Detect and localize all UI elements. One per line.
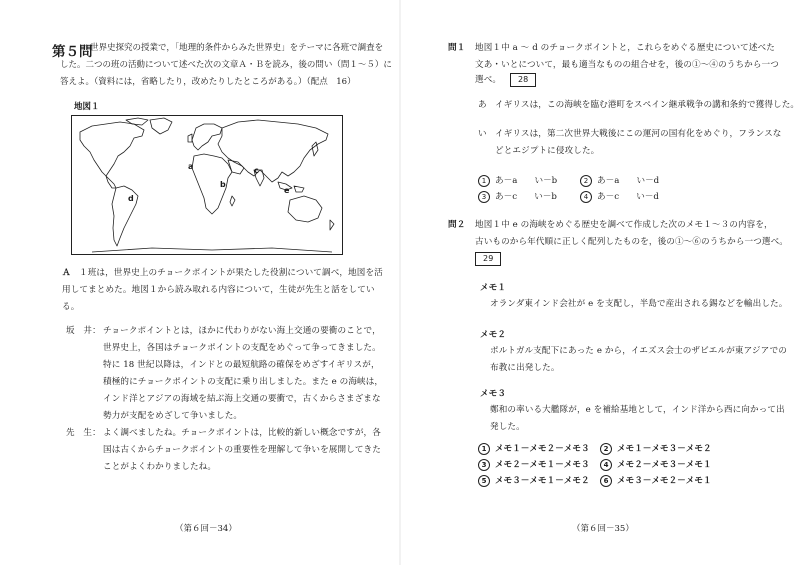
option-number: 2: [600, 443, 612, 455]
q2-option-2[interactable]: [600, 442, 712, 456]
speaker-teacher: 先 生：: [66, 428, 101, 438]
part-a-line: 用してまとめた。地図１から読み取れる内容について，生徒が先生と話をしてい: [62, 285, 375, 295]
question-2-label: 問２: [448, 220, 466, 230]
intro-line: 世界史探究の授業で，「地理的条件からみた世界史」をテーマに各班で調査を: [90, 43, 384, 53]
map-title: 地図１: [74, 102, 100, 112]
statement-i-label: い: [478, 129, 487, 139]
dialogue-line: 国は古くからチョークポイントの重要性を理解して争いを展開してきた: [103, 445, 381, 455]
q1-option-2[interactable]: [580, 174, 659, 188]
statement-a-label: あ: [478, 100, 487, 110]
page-number-left: （第６回－34）: [175, 524, 237, 534]
intro-line: した。二つの班の活動について述べた次の文章Ａ・Ｂを読み，後の問い（問１～５）に: [60, 60, 392, 70]
dialogue-line: 世界史上，各国はチョークポイントの支配をめぐって争ってきました。: [103, 343, 381, 353]
map-letter-d: d: [128, 194, 134, 203]
answer-box-29-wrap: [475, 251, 501, 268]
question-1-line: 選べ。: [475, 75, 502, 85]
world-map-drawing: [72, 116, 342, 254]
option-text: あ－a い－d: [597, 176, 660, 186]
option-text: あ－c い－b: [495, 192, 557, 202]
dialogue-line: 特に 18 世紀以降は，インドとの最短航路の確保をめざすイギリスが，: [103, 360, 380, 370]
option-text: メモ２－メモ１－メモ３: [495, 460, 590, 470]
memo-3-line: 鄭和の率いる大艦隊が，e を補給基地として，インド洋から西に向かって出: [490, 405, 785, 415]
question-2-line: 古いものから年代順に正しく配列したものを，後の①～⑥のうちから一つ選べ。: [475, 237, 788, 247]
option-text: あ－a い－b: [495, 176, 558, 186]
q2-option-4[interactable]: [600, 458, 712, 472]
q2-option-5[interactable]: [478, 474, 590, 488]
option-number: 3: [478, 191, 490, 203]
memo-2-line: ポルトガル支配下にあった e から，イエズス会士のザビエルが東アジアでの: [490, 346, 787, 356]
option-number: 2: [580, 175, 592, 187]
option-number: 1: [478, 443, 490, 455]
question-1-line: 文あ・いとについて，最も適当なものの組合せを，後の①～④のうちから一つ: [475, 60, 779, 70]
statement-i-line: イギリスは，第二次世界大戦後にこの運河の国有化をめぐり，フランスな: [495, 129, 782, 139]
option-number: 4: [580, 191, 592, 203]
option-text: メモ３－メモ２－メモ１: [617, 476, 712, 486]
world-map: [71, 115, 343, 255]
answer-box-29[interactable]: 29: [475, 252, 501, 266]
question-2-line: 地図１中 e の海峡をめぐる歴史を調べて作成した次のメモ１～３の内容を，: [475, 220, 773, 230]
question-1-line-3: [475, 72, 536, 89]
part-a-line: る。: [62, 302, 80, 312]
option-text: メモ１－メモ３－メモ２: [617, 444, 712, 454]
intro-line: 答えよ。（資料には，省略したり，改めたりしたところがある。）（配点 16）: [60, 77, 356, 87]
option-number: 6: [600, 475, 612, 487]
statement-a-text: イギリスは，この海峡を臨む港町をスペイン継承戦争の講和条約で獲得した。: [495, 100, 800, 110]
option-text: あ－c い－d: [597, 192, 659, 202]
right-page: [400, 0, 800, 565]
q2-option-6[interactable]: [600, 474, 712, 488]
q1-option-3[interactable]: [478, 190, 557, 204]
map-letter-a: a: [188, 162, 194, 171]
dialogue-line: ことがよくわかりましたね。: [103, 462, 217, 472]
q1-option-1[interactable]: [478, 174, 557, 188]
statement-i-line: どとエジプトに侵攻した。: [495, 146, 600, 156]
dialogue-line: 勢力が支配をめざして争いました。: [103, 411, 243, 421]
option-number: 4: [600, 459, 612, 471]
q2-option-1[interactable]: [478, 442, 590, 456]
dialogue-line: よく調べましたね。チョークポイントは，比較的新しい概念ですが，各: [103, 428, 381, 438]
dialogue-line: 積極的にチョークポイントの支配に乗り出しました。また e の海峡は，: [103, 377, 384, 387]
part-a-label: Ａ: [62, 268, 71, 278]
question-1-label: 問１: [448, 43, 466, 53]
map-letter-b: b: [220, 180, 226, 189]
memo-1-text: オランダ東インド会社が e を支配し，半島で産出される錫などを輸出した。: [490, 299, 788, 309]
option-number: 3: [478, 459, 490, 471]
option-text: メモ３－メモ１－メモ２: [495, 476, 590, 486]
option-text: メモ２－メモ３－メモ１: [617, 460, 712, 470]
map-letter-e: e: [284, 186, 290, 195]
section-label: 第５問: [52, 44, 93, 60]
option-number: 5: [478, 475, 490, 487]
memo-1-title: メモ１: [480, 283, 507, 293]
memo-2-line: 布教に出発した。: [490, 363, 560, 373]
option-text: メモ１－メモ２－メモ３: [495, 444, 590, 454]
q2-option-3[interactable]: [478, 458, 590, 472]
page-number-right: （第６回－35）: [572, 524, 634, 534]
part-a-line: １班は，世界史上のチョークポイントが果たした役割について調べ，地図を活: [79, 268, 383, 278]
dialogue-line: チョークポイントとは，ほかに代わりがない海上交通の要衝のことで，: [103, 326, 381, 336]
option-number: 1: [478, 175, 490, 187]
dialogue-line: インド洋とアジアの海域を結ぶ海上交通の要衝で，古くからさまざまな: [103, 394, 381, 404]
q1-option-4[interactable]: [580, 190, 659, 204]
answer-box-28[interactable]: 28: [510, 73, 536, 87]
memo-2-title: メモ２: [480, 330, 507, 340]
speaker-sakai: 坂 井：: [66, 326, 101, 336]
map-letter-c: c: [254, 166, 259, 175]
memo-3-line: 発した。: [490, 422, 525, 432]
memo-3-title: メモ３: [480, 389, 507, 399]
question-1-line: 地図１中 a ～ d のチョークポイントと，これらをめぐる歴史について述べた: [475, 43, 775, 53]
